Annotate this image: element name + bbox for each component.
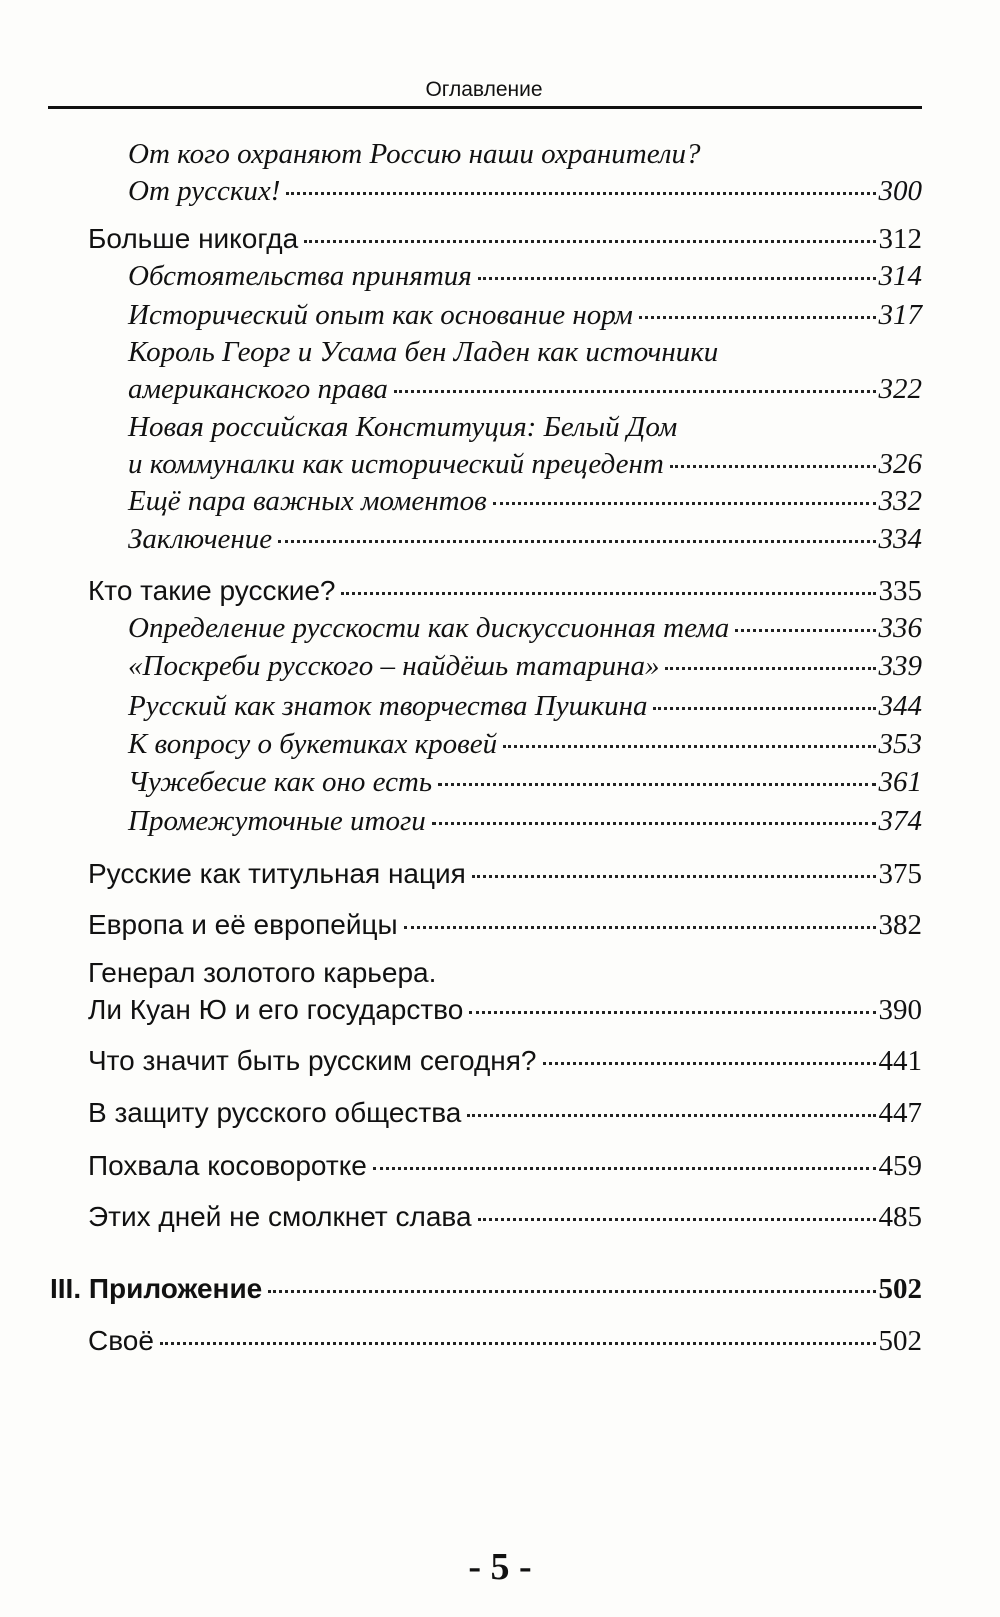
- toc-entry: [88, 855, 922, 893]
- dot-leader: [735, 629, 875, 632]
- toc-entry-title: «Поскреби русского – найдёшь татарина»: [128, 650, 660, 682]
- toc-entry-title: американского права: [128, 373, 388, 405]
- toc-entry: [128, 136, 922, 210]
- toc-entry: [88, 220, 922, 258]
- toc-entry-title-line1: Генерал золотого карьера.: [88, 957, 437, 988]
- dot-leader: [670, 465, 876, 468]
- toc-entry-page: 447: [878, 1097, 922, 1129]
- toc-entry-page: 326: [878, 448, 922, 480]
- toc-entry: [128, 297, 922, 334]
- dot-leader: [432, 822, 876, 825]
- toc-entry: [128, 610, 922, 647]
- toc-entry-page: 459: [878, 1150, 922, 1182]
- dot-leader: [503, 745, 875, 748]
- toc-entry: [128, 334, 922, 408]
- toc-entry-title: Кто такие русские?: [88, 575, 336, 606]
- toc-entry: [88, 1198, 922, 1236]
- dot-leader: [341, 592, 875, 595]
- dot-leader: [467, 1114, 875, 1117]
- dot-leader: [304, 240, 875, 243]
- toc-section-title: III. Приложение: [50, 1273, 263, 1304]
- dot-leader: [665, 667, 875, 670]
- toc-entry-title-line1: От кого охраняют Россию наши охранители?: [128, 138, 701, 170]
- dot-leader: [469, 1011, 875, 1014]
- toc-entry-page: 300: [878, 175, 922, 207]
- toc-section-page: 502: [878, 1273, 922, 1305]
- dot-leader: [160, 1342, 876, 1345]
- toc-entry-title-line1: Новая российская Конституция: Белый Дом: [128, 411, 678, 443]
- toc-entry-title: Определение русскости как дискуссионная тема: [128, 612, 730, 644]
- toc-entry: [88, 1042, 922, 1080]
- toc-entry: [88, 1147, 922, 1185]
- dot-leader: [286, 192, 875, 195]
- toc-entry-page: 361: [878, 766, 922, 798]
- toc-entry-page: 485: [878, 1201, 922, 1233]
- toc-entry-page: 312: [878, 223, 922, 255]
- toc-entry-title: Ещё пара важных моментов: [128, 485, 487, 517]
- toc-entry: [128, 764, 922, 801]
- toc-entry: [88, 906, 922, 944]
- toc-entry: [128, 803, 922, 840]
- toc-entry-page: 344: [878, 690, 922, 722]
- toc-entry-title: Исторический опыт как основание норм: [128, 299, 633, 331]
- dot-leader: [472, 875, 876, 878]
- toc-entry: [128, 483, 922, 520]
- toc-entry-title: Русский как знаток творчества Пушкина: [128, 690, 648, 722]
- toc-entry: [88, 572, 922, 610]
- toc-entry: [128, 648, 922, 685]
- toc-entry-page: 335: [878, 575, 922, 607]
- dot-leader: [404, 926, 876, 929]
- dot-leader: [478, 277, 876, 280]
- toc-entry-title: Европа и её европейцы: [88, 909, 398, 940]
- toc-entry-title: Заключение: [128, 523, 273, 555]
- dot-leader: [653, 707, 875, 710]
- toc-entry-page: 502: [878, 1325, 922, 1357]
- toc-entry-page: 353: [878, 728, 922, 760]
- dot-leader: [394, 390, 876, 393]
- toc-entry-title: От русских!: [128, 175, 281, 207]
- toc-entry-page: 332: [878, 485, 922, 517]
- toc-entry-title: Больше никогда: [88, 223, 299, 254]
- toc-entry: [128, 258, 922, 295]
- dot-leader: [373, 1167, 876, 1170]
- dot-leader: [543, 1062, 876, 1065]
- toc-entry-title: Похвала косоворотке: [88, 1150, 367, 1181]
- toc-entry-page: 336: [878, 612, 922, 644]
- toc-entry-page: 375: [878, 858, 922, 890]
- toc-section: [50, 1270, 922, 1308]
- toc-entry-page: 441: [878, 1045, 922, 1077]
- toc-entry-page: 322: [878, 373, 922, 405]
- toc-entry-page: 390: [878, 994, 922, 1026]
- toc-entry: [128, 688, 922, 725]
- toc-entry: [128, 409, 922, 483]
- header-rule: [48, 106, 922, 109]
- toc-entry-page: 334: [878, 523, 922, 555]
- toc-entry: [88, 1322, 922, 1360]
- dot-leader: [639, 316, 876, 319]
- toc-entry-page: 382: [878, 909, 922, 941]
- toc-entry-title: Ли Куан Ю и его государство: [88, 994, 464, 1025]
- toc-entry-title: Этих дней не смолкнет слава: [88, 1201, 472, 1232]
- dot-leader: [268, 1290, 875, 1293]
- dot-leader: [438, 783, 875, 786]
- toc-entry-title: Обстоятельства принятия: [128, 260, 472, 292]
- dot-leader: [478, 1218, 876, 1221]
- page-number: - 5 -: [468, 1546, 532, 1588]
- toc-entry: [88, 1094, 922, 1132]
- toc-entry: [128, 726, 922, 763]
- toc-entry-page: 374: [878, 805, 922, 837]
- toc-entry-page: 317: [878, 299, 922, 331]
- toc-entry-title: Промежуточные итоги: [128, 805, 426, 837]
- toc-entry-title: Русские как титульная нация: [88, 858, 466, 889]
- toc-entry-title: Чужебесие как оно есть: [128, 766, 433, 798]
- toc-entry-title: В защиту русского общества: [88, 1097, 462, 1128]
- toc-entry: [88, 954, 922, 1029]
- dot-leader: [278, 540, 875, 543]
- toc-entry: [128, 521, 922, 558]
- toc-entry-title: Своё: [88, 1325, 154, 1356]
- toc-entry-page: 339: [878, 650, 922, 682]
- toc-entry-page: 314: [878, 260, 922, 292]
- toc-entry-title-line1: Король Георг и Усама бен Ладен как источники: [128, 336, 719, 368]
- dot-leader: [493, 502, 876, 505]
- running-head: Оглавление: [425, 78, 543, 101]
- toc-entry-title: К вопросу о букетиках кровей: [128, 728, 498, 760]
- toc-entry-title: Что значит быть русским сегодня?: [88, 1045, 537, 1076]
- toc-entry-title: и коммуналки как исторический прецедент: [128, 448, 664, 480]
